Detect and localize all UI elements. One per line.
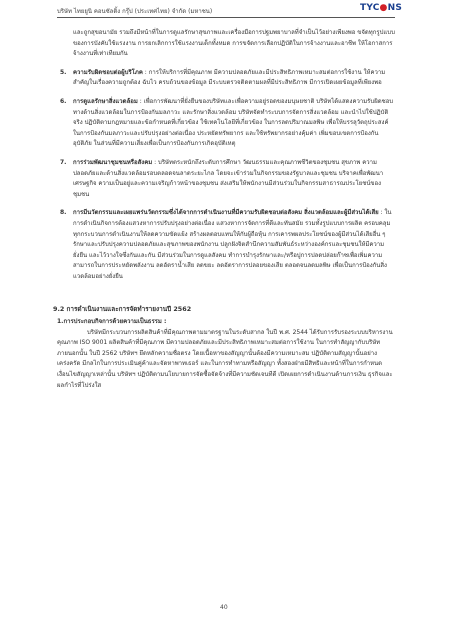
item-text — [73, 158, 395, 200]
item-title: การมีนวัตกรรมและเผยแพร่นวัตกรรมซึ่งได้จากการดำเนินงานที่มีความรับผิดชอบต่อสังคม สิ่งแวดล้อมและผู้มีส่วนได้เสีย — [73, 209, 379, 217]
list-item-7 — [60, 158, 395, 200]
item-body: : เพื่อการพัฒนาที่ยั่งยืนของบริษัทและเพื่อความอยู่รอดของมนุษยชาติ บริษัทได้แสดงความรับผิดชอบทางด้านสิ่งแวดล้อมในการป้องกันมลภาวะ และรักษาสิ่งแวดล้อม บริษัทจัดทำระบบการจัดการสิ่งแวดล้อม และนำไปใช้ปฏิบัติจริง ปฏิบัติตามกฎหมายและข้อกำหนดที่เกี่ยวข้อง ใช้เทคโนโลยีที่เกี่ยวข้อง ในการลดปริมาณมลพิษ เพื่อให้บรรลุวัตถุประสงค์ในการป้องกันมลภาวะและปรับปรุงอย่างต่อเนื่อง ประหยัดทรัพยากร และใช้ทรัพยากรอย่างคุ้มค่า เพิ่มขอบเขตการป้องกันอุบัติภัย ในส่วนที่มีความเสี่ยงเพื่อเป็นการป้องกันการเกิดอุบัติเหตุ — [73, 97, 394, 148]
item-body: : บริษัทตระหนักถึงระดับการศึกษา วัฒนธรรมและคุณภาพชีวิตของชุมชน สุขภาพ ความปลอดภัยและด้านสิ่งแวดล้อมรอบตลอดจนลาดระยะไกล โดยจะเข้าร่วมในกิจกรรมของรัฐบาลและชุมชน บริจาคเพื่อพัฒนาเศรษฐกิจ ความเป็นอยู่และความเจริญก้าวหน้าของชุมชน ส่งเสริมให้พนักงานมีส่วนร่วมในกิจกรรมสาธารณประโยชน์ของชุมชน — [73, 158, 384, 198]
item-body: : ในการดำเนินกิจการต้องแสวงหาการปรับปรุงอย่างต่อเนื่อง แสวงหาการจัดการที่ดีและทันสมัย รวมทั้งรูปแบบการผลิต ครอบคลุมทุกกระบวนการดำเนินงานให้ลดความขัดแย้ง สร้างผลตอบแทนให้กับผู้ถือหุ้น การเคารพผลประโยชน์ของผู้มีส่วนได้เสียอื่น ๆ รักษาและปรับปรุงความปลอดภัยและสุขภาพของพนักงาน ปลูกฝังจิตสำนึกความสัมพันธ์ระหว่างองค์กรและชุมชนให้มีความยั่งยืน และไว้วางใจซึ่งกันและกัน มีส่วนร่วมในการดูแลสังคม ทำการบำรุงรักษาและ/หรือปูการปลดปล่อยก๊าซเพื่อเพิ่มความสามารถในการประหยัดพลังงาน ลดอัตราน้ำเสีย ลดขยะ ลดอัตราการปลอยของเสีย ตลอดจนลดมลพิษ เพื่อเป็นการป้องกันสิ่งแวดล้อมอย่างยั่งยืน — [73, 209, 392, 280]
item-number: 6. — [60, 97, 67, 105]
page-header — [0, 0, 452, 22]
header-divider — [57, 17, 395, 18]
logo-text-main: TYC — [360, 3, 380, 13]
subsection-paragraph: บริษัทมีกระบวนการผลิตสินค้าที่มีคุณภาพตามมาตรฐานในระดับสากล ในปี พ.ศ. 2544 ได้รับการรับรองระบบบริหารงานคุณภาพ ISO 9001 ผลิตสินค้าที่มีคุณภาพ มีความปลอดภัยและมีประสิทธิภาพเหมาะสมต่อการใช้งาน ในการทำสัญญากับบริษัทภายนอกนั้น ในปี 2562 บริษัทฯ ยึดหลักความซื่อตรง โดยเนื้อหาของสัญญานั้นต้องมีความเหมาะสม ปฏิบัติตามสัญญานั้นอย่างเคร่งครัด มีกลไกในการประเมินคู่ค้าและจัดหาพาทเธอร์ และในการทำทามหรือสัญญา ทั้งสองฝ่ายมีสิทธิและหน้าที่ในการกำหนดเงื่อนไขสัญญาเหล่านั้น บริษัทฯ ปฏิบัติตามนโยบายการจัดซื้อจัดจ้างที่มีความชัดเจนทีดี เปิดเผยการดำเนินงานด้านการเงิน ธุรกิจและผลกำไรที่โปร่งใส — [57, 328, 393, 389]
list-item-5 — [60, 68, 395, 89]
item-body: : การให้บริการที่มีคุณภาพ มีความปลอดภัยและมีประสิทธิภาพเหมาะสมต่อการใช้งาน ให้ความสำคัญในเรื่องความถูกต้อง ฉับไว ครบถ้วนของข้อมูล มีระบบตรวจติดตามผลที่มีประสิทธิภาพ มีการเปิดเผยข้อมูลที่เพียงพอ — [73, 68, 386, 87]
list-item-8 — [60, 208, 395, 282]
intro-paragraph: และถูกสุขอนามัย รวมถึงมีหน้าที่ในการดูแลรักษาสุขภาพและเครื่องมือการปฐมพยาบาลที่จำเป็นไว้อย่างเพียงพอ ขจัดทุกรูปแบบของการบังคับใช้แรงงาน การยกเลิกการใช้แรงงานเด็กทั้งหมด การขจัดการเลือกปฏิบัติในการจ้างงานและอาชีพ ให้โอกาสการจ้างงานที่เท่าเทียมกัน — [73, 29, 395, 58]
item-text — [73, 68, 395, 89]
company-name: บริษัท ไทยยูนิ คอนซัลติ้ง กรุ๊ป (ประเทศไทย) จำกัด (มหาชน) — [57, 8, 213, 15]
section-heading: 9.2 การดำเนินงานและการจัดทำรายงานปี 2562 — [53, 305, 192, 314]
item-number: 5. — [60, 68, 67, 76]
item-title: ความรับผิดชอบต่อผู้บริโภค — [73, 68, 143, 76]
intro-block — [60, 28, 395, 60]
item-number: 8. — [60, 209, 67, 217]
document-body — [53, 28, 395, 391]
list-item-6 — [60, 97, 395, 150]
item-title: การร่วมพัฒนาชุมชนหรือสังคม — [73, 158, 153, 166]
item-text — [73, 97, 395, 150]
company-logo — [360, 3, 402, 13]
item-text — [73, 208, 395, 282]
logo-text-tail: NS — [387, 3, 403, 13]
page-number: 40 — [220, 604, 228, 611]
item-title: การดูแลรักษาสิ่งแวดล้อม — [73, 97, 138, 105]
item-number: 7. — [60, 158, 67, 166]
logo-dot-icon: ● — [379, 3, 388, 13]
subsection-heading: 1.การประกอบกิจการด้วยความเป็นธรรม : — [57, 318, 167, 326]
